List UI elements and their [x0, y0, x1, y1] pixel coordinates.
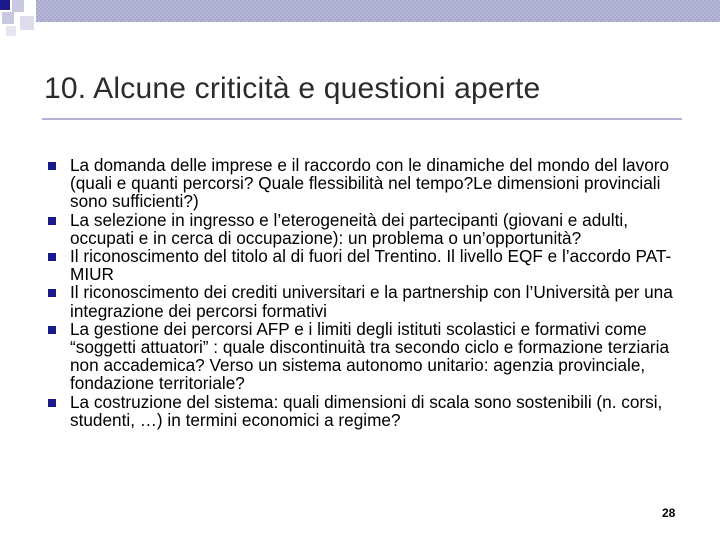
square-bullet-icon	[48, 289, 56, 297]
bullet-item	[48, 156, 688, 211]
bullet-text: Il riconoscimento del titolo al di fuori del Trentino. Il livello EQF e l’accordo PAT-MIUR	[70, 246, 672, 285]
square-bullet-icon	[48, 399, 56, 407]
bullet-list	[48, 156, 688, 429]
bullet-text: La domanda delle imprese e il raccordo con le dinamiche del mondo del lavoro (quali e quanti percorsi? Quale flessibilità nel tempo?Le dimensioni provinciali sono sufficienti?)	[70, 155, 670, 212]
bullet-item	[48, 211, 688, 247]
page-number: 28	[662, 506, 676, 520]
bullet-item	[48, 393, 688, 429]
square-bullet-icon	[48, 253, 56, 261]
bullet-item	[48, 320, 688, 393]
bullet-text: La selezione in ingresso e l’eterogeneità dei partecipanti (giovani e adulti, occupati e in cerca di occupazione): un problema o un’opportunità?	[70, 209, 628, 248]
square-bullet-icon	[48, 326, 56, 334]
slide-title: 10. Alcune criticità e questioni aperte	[44, 72, 541, 105]
bullet-text: La costruzione del sistema: quali dimensioni di scala sono sostenibili (n. corsi, studenti, …) in termini economici a regime?	[70, 391, 663, 430]
bullet-item	[48, 283, 688, 319]
square-bullet-icon	[48, 217, 56, 225]
square-bullet-icon	[48, 162, 56, 170]
bullet-text: Il riconoscimento dei crediti universitari e la partnership con l’Università per una integrazione dei percorsi formativi	[70, 282, 673, 321]
bullet-item	[48, 247, 688, 283]
title-underline	[42, 118, 682, 120]
bullet-text: La gestione dei percorsi AFP e i limiti degli istituti scolastici e formativi come “soggetti attuatori” : quale discontinuità tra secondo ciclo e formazione terziaria non accademica? Verso un sistema autonomo unitario: agenzia provinciale, fondazione territoriale?	[70, 318, 670, 394]
corner-decoration	[0, 0, 720, 50]
